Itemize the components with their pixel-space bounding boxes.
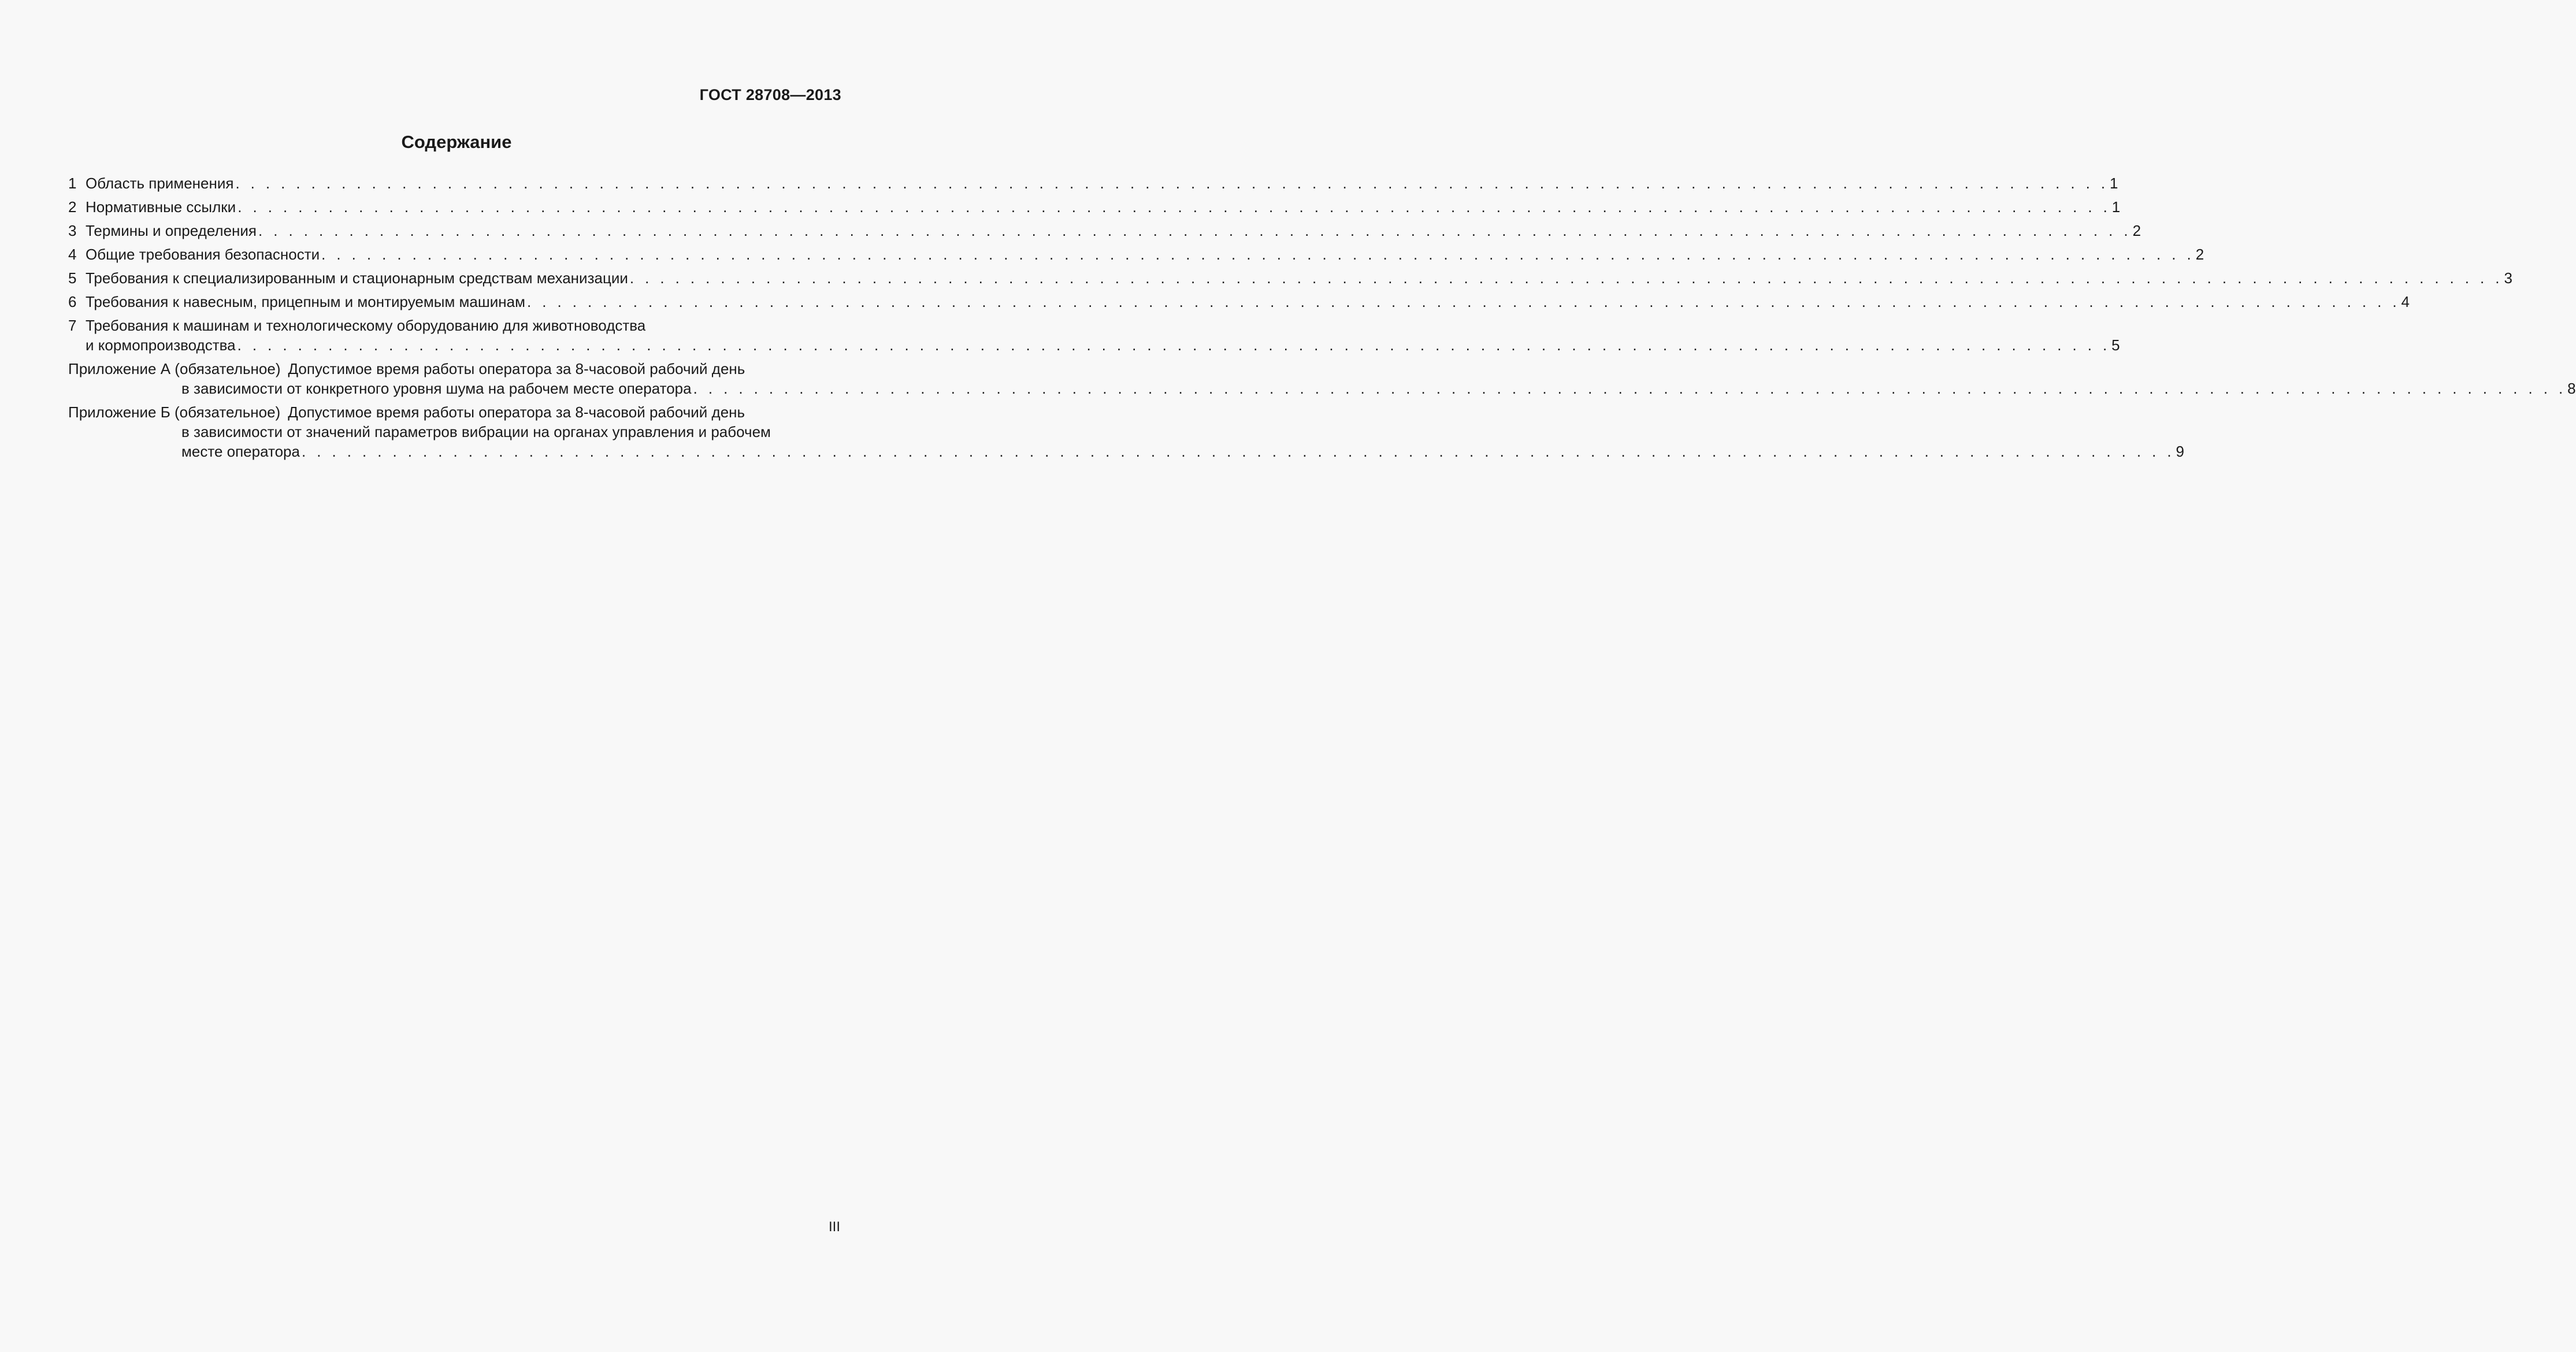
toc-entry-title: Требования к навесным, прицепным и монтируемым машинам: [86, 293, 525, 310]
toc-entry-page: 2: [2132, 222, 2141, 239]
dot-leader: . . . . . . . . . . . . . . . . . . . . . . . . . . . . . . . . . . . . . . . . . . . . . . . . . . . . . . . . . . . . . . . . . . . . . . . . . . . . . . . . . . . . . . . . . . . . . . . . . . . . . . . . . . . . . . . . . . . . . . . . . . . .: [235, 175, 2109, 192]
toc-entry-5[interactable]: [68, 268, 2512, 288]
toc-entry-number: 1: [68, 175, 77, 192]
toc-entry-title: Область применения: [86, 175, 234, 192]
toc-entry-title: Требования к специализированным и стационарным средствам механизации: [86, 269, 628, 287]
dot-leader: . . . . . . . . . . . . . . . . . . . . . . . . . . . . . . . . . . . . . . . . . . . . . . . . . . . . . . . . . . . . . . . . . . . . . . . . . . . . . . . . . . . . . . . . . . . . . . . . . . . . . . . . . . . . . . . . . . . . . . . . . . . .: [693, 380, 2567, 397]
toc-entry-page: 4: [2401, 293, 2410, 310]
toc-entry-number: 7: [68, 317, 77, 334]
toc-entry-title: Термины и определения: [86, 222, 257, 239]
toc-entry-title-line1: Требования к машинам и технологическому оборудованию для животноводства: [86, 317, 646, 334]
toc-entry-page: 2: [2195, 246, 2204, 263]
dot-leader: . . . . . . . . . . . . . . . . . . . . . . . . . . . . . . . . . . . . . . . . . . . . . . . . . . . . . . . . . . . . . . . . . . . . . . . . . . . . . . . . . . . . . . . . . . . . . . . . . . . . . . . . . . . . . . . . . . . . . . . . . . . .: [526, 293, 2400, 310]
toc-entry-title: Общие требования безопасности: [86, 246, 320, 263]
toc-entry-2[interactable]: [68, 197, 2121, 217]
appendix-label: Приложение А (обязательное): [68, 360, 281, 377]
toc-entry-page: 1: [2111, 198, 2121, 216]
dot-leader: . . . . . . . . . . . . . . . . . . . . . . . . . . . . . . . . . . . . . . . . . . . . . . . . . . . . . . . . . . . . . . . . . . . . . . . . . . . . . . . . . . . . . . . . . . . . . . . . . . . . . . . . . . . . . . . . . . . . . . . . . . . .: [258, 222, 2132, 239]
toc-entry-page: 5: [2111, 336, 2120, 354]
toc-appendix-b[interactable]: [68, 402, 2184, 461]
appendix-title-line2: в зависимости от значений параметров вибрации на органах управления и рабочем: [181, 423, 771, 440]
page-number: III: [828, 1219, 840, 1235]
toc-entry-number: 5: [68, 269, 77, 287]
dot-leader: . . . . . . . . . . . . . . . . . . . . . . . . . . . . . . . . . . . . . . . . . . . . . . . . . . . . . . . . . . . . . . . . . . . . . . . . . . . . . . . . . . . . . . . . . . . . . . . . . . . . . . . . . . . . . . . . . . . . . . . . . . . .: [301, 443, 2175, 460]
toc-entry-page: 1: [2109, 175, 2118, 192]
dot-leader: . . . . . . . . . . . . . . . . . . . . . . . . . . . . . . . . . . . . . . . . . . . . . . . . . . . . . . . . . . . . . . . . . . . . . . . . . . . . . . . . . . . . . . . . . . . . . . . . . . . . . . . . . . . . . . . . . . . . . . . . . . . .: [321, 246, 2195, 263]
toc-entry-page: 3: [2504, 269, 2512, 287]
appendix-title-line1: Допустимое время работы оператора за 8-часовой рабочий день: [288, 360, 745, 377]
document-designation: ГОСТ 28708—2013: [699, 86, 841, 103]
appendix-title-line1: Допустимое время работы оператора за 8-часовой рабочий день: [288, 403, 745, 421]
toc-entry-1[interactable]: [68, 173, 2118, 193]
toc-entry-number: 6: [68, 293, 77, 310]
appendix-label: Приложение Б (обязательное): [68, 403, 281, 421]
toc-entry-title: Нормативные ссылки: [86, 198, 236, 216]
table-of-contents: [68, 173, 2576, 461]
dot-leader: . . . . . . . . . . . . . . . . . . . . . . . . . . . . . . . . . . . . . . . . . . . . . . . . . . . . . . . . . . . . . . . . . . . . . . . . . . . . . . . . . . . . . . . . . . . . . . . . . . . . . . . . . . . . . . . . . . . . . . . . . . . .: [237, 198, 2111, 216]
toc-entry-6[interactable]: [68, 292, 2410, 312]
toc-appendix-a[interactable]: [68, 359, 2576, 398]
toc-entry-number: 4: [68, 246, 77, 263]
dot-leader: . . . . . . . . . . . . . . . . . . . . . . . . . . . . . . . . . . . . . . . . . . . . . . . . . . . . . . . . . . . . . . . . . . . . . . . . . . . . . . . . . . . . . . . . . . . . . . . . . . . . . . . . . . . . . . . . . . . . . . . . . . . .: [629, 269, 2503, 287]
appendix-page: 9: [2176, 443, 2184, 460]
appendix-title-line2: в зависимости от конкретного уровня шума на рабочем месте оператора: [181, 380, 692, 397]
toc-entry-4[interactable]: [68, 245, 2204, 264]
appendix-page: 8: [2567, 380, 2576, 397]
dot-leader: . . . . . . . . . . . . . . . . . . . . . . . . . . . . . . . . . . . . . . . . . . . . . . . . . . . . . . . . . . . . . . . . . . . . . . . . . . . . . . . . . . . . . . . . . . . . . . . . . . . . . . . . . . . . . . . . . . . . . . . . . . . .: [237, 336, 2111, 354]
toc-entry-title-line2: и кормопроизводства: [86, 336, 236, 354]
toc-entry-number: 2: [68, 198, 77, 216]
appendix-title-line3: месте оператора: [181, 443, 300, 460]
toc-entry-7[interactable]: [68, 316, 2120, 355]
toc-entry-3[interactable]: [68, 221, 2141, 240]
toc-entry-number: 3: [68, 222, 77, 239]
toc-title: Содержание: [401, 132, 512, 152]
